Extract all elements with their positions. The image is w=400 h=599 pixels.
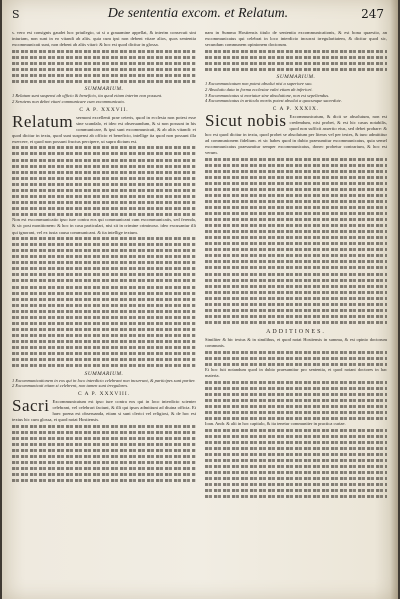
chapter-body: [205, 110, 387, 156]
addition-item: Similiter & hic textus & in similibus, et quod notat Hostiensis in summa, & est opinio doctorum communis.: [205, 337, 387, 349]
paragraph: Excommunicatum, & dicit se absolutum, non est credendum, nisi probet, & est hic casus notabilis, quod non sufficit assertio eius, sed debet probare: & hoc est quod dicitur in textu, quod probet se absolutum per literas vel per testes, & tunc admittitur ad communionem fidelium. et sic habes quod in dubio praesumitur excommunicatus, quia semel excommunicatus praesumitur semper excommunicatus, donec probetur contrarium, & hoc est verum.: [205, 113, 387, 155]
page-edge-shadow: [390, 0, 398, 599]
text-lines: [12, 423, 196, 483]
initial-word: Relatum: [12, 111, 74, 131]
additiones-heading: ADDITIONES.: [266, 329, 326, 336]
running-title: De sententia excom. et Relatum.: [107, 6, 289, 21]
summary-item: 4 Excommunicatus in articulo mortis potest absolui a quocunque sacerdote.: [205, 98, 342, 104]
page-number: 247: [361, 7, 384, 21]
text-lines: [205, 156, 387, 325]
chapter-heading: C A P. XXXIX.: [272, 105, 320, 112]
page-header: [12, 6, 384, 28]
right-column: [205, 30, 387, 500]
summary-item: 2 Seruiens non debet vitari communicare cum excommunicato.: [12, 99, 126, 105]
chapter-heading: C A P. XXXVII.: [79, 106, 129, 113]
summary-item: 3 Excommunicatus si moriatur sine absolutione, non est sepeliendus.: [205, 92, 330, 98]
book-page: [2, 0, 398, 599]
summary-heading: SUMMARIUM.: [84, 86, 124, 93]
initial-word: Sacri: [12, 395, 50, 415]
paragraph: nam in Summa Hostiensis titulo de sententia excommunicationis, & est bona quaestio, an excommunicatus qui celebrat in loco interdicto incurrat irregularitatem, & dicitur quod sic, secundum communem opinionem doctorum.: [205, 30, 387, 48]
text-lines: [12, 145, 196, 218]
chapter-body: [12, 111, 196, 145]
initial-word: Sicut nobis: [205, 110, 287, 130]
text-lines: [205, 427, 387, 500]
summary-item: 1 Excommunicationem in eos qui in loco interdicto celebrant non incurrunt, & participes sunt pariter.: [12, 377, 196, 383]
text-lines: [205, 48, 387, 72]
text-lines: [12, 236, 196, 369]
paragraph: Non est excommunicatio ipso iure contra eos qui communicant cum excommunicatis, sed ferenda, & sic post monitionem: & hoc in casu particulari, nisi sit in crimine criminoso. ideo excusantur illi qui ignorant, vel ex iusta causa communicant. & ita intellige textum.: [12, 217, 196, 235]
summary-item: 2 Excommunicati etiam si celebrent, non tamen sunt irregulares.: [12, 383, 129, 389]
summary-heading: SUMMARIUM.: [84, 370, 124, 377]
left-column: [12, 30, 196, 483]
text-lines: [12, 48, 196, 84]
text-lines: [205, 379, 387, 421]
paragraph: Excommunicatum est ipso iure contra eos qui in loco interdicto scienter celebrant, vel celebrari faciunt, & illi qui ipsos admittunt ad diuina officia. Et haec poena est obseruanda, etiam si sunt clerici vel religiosi, & de hoc est textus hic cum glossa, et quod notat Hostiensis.: [12, 398, 196, 422]
addition-item: Et hoc fuit notandum quod in dubio praesumitur pro sententia, et quod notant doctores in hac materia.: [205, 367, 387, 379]
summary-item: 2 Absolutio data in forma ecclesiae valet etiam ab inferiori.: [205, 86, 313, 92]
text-lines: [205, 349, 387, 367]
paragraph: s. vero est consignis gaudet hoc priuilegio, ut si a grauamine appellat, & interim consecuti sint iniuriam, non sunt in eo vitandi ab aliis. quia cum ipsi non debent vitare alios, quos sententia excommunicati sunt, non debent ab aliis vitari: & hoc est quod dicitur in glossa.: [12, 30, 196, 48]
signature-mark: S: [12, 8, 20, 21]
summary-item: 1 Relatum sunt suspensi ab officio & beneficio, ita quod etiam interim non possunt.: [12, 93, 163, 99]
summary-item: 1 Excommunicatum non potest absolui nisi a superiore suo.: [205, 81, 313, 87]
paragraph: sermoni excellenti prae ceteris, quod in ecclesia non potest esse sine scandalo, et ideo est obseruandum, & si non possunt in his communicare, & ipsi sunt excommunicati, & ab aliis vitandi: et quod dicitur in textu, quod sunt suspensi ab officio et beneficio, intellige ita quod non possunt illa exercere, et quod non possunt fructus percipere, ut supra dictum est.: [12, 114, 196, 144]
chapter-body: [12, 395, 196, 423]
chapter-heading: C A P. XXXVIII.: [78, 390, 130, 397]
addition-item: Ioan. Andr. & alii in hoc capitulo, & ita tenetur communiter in practica curiae.: [205, 421, 346, 427]
summary-heading: SUMMARIUM.: [276, 74, 316, 81]
